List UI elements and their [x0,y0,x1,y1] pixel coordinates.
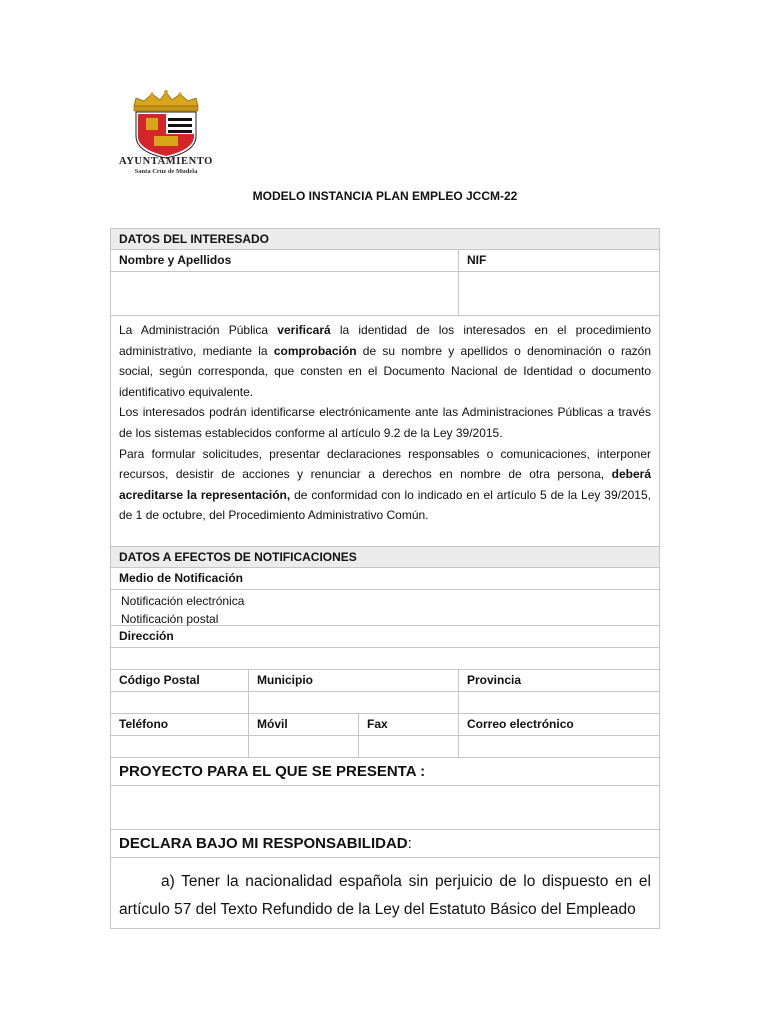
provincia-label: Provincia [467,673,522,687]
declara-item-a: a) Tener la nacionalidad española sin perjuicio de lo dispuesto en el artículo 57 del Texto Refundido de la Ley del Estatuto Básico del Empleado [119,873,651,918]
interesado-label-row [111,250,659,272]
email-label: Correo electrónico [467,717,574,731]
cp-field[interactable] [111,692,249,713]
nif-field[interactable] [459,272,659,315]
paragraph-identificacion: Los interesados podrán identificarse electrónicamente ante las Administraciones Públicas a través de los sistemas establecidos conforme al artículo 9.2 de la Ley 39/2015. [119,405,651,440]
proyecto-field-row[interactable] [111,786,659,830]
paragraph-verificacion: La Administración Pública verificará la identidad de los interesados en el procedimiento administrativo, mediante la comprobación de su nombre y apellidos o denominación o razón social, según corresponda, que consten en el Documento Nacional de Identidad o documento identificativo equivalente. [119,323,651,399]
direccion-label: Dirección [119,629,174,643]
telefono-field-row [111,736,659,758]
logo-title: AYUNTAMIENTO [119,156,213,167]
interesado-input-row [111,272,659,316]
shield-icon [136,112,196,158]
cp-label: Código Postal [111,670,249,691]
municipio-field[interactable] [249,692,459,713]
proyecto-label: PROYECTO PARA EL QUE SE PRESENTA : [119,763,426,780]
interesado-header: DATOS DEL INTERESADO [111,229,659,250]
direccion-field[interactable] [111,648,659,669]
telefono-field[interactable] [111,736,249,757]
nombre-label: Nombre y Apellidos [111,250,459,271]
notificaciones-header: DATOS A EFECTOS DE NOTIFICACIONES [111,547,659,568]
telefono-label: Teléfono [111,714,249,735]
direccion-field-row [111,648,659,670]
proyecto-label-row [111,758,659,786]
fax-label: Fax [359,714,459,735]
declara-item-row [111,858,659,928]
direccion-label-row [111,626,659,648]
option-postal[interactable]: Notificación postal [121,612,219,626]
interesado-legal-text [111,316,659,546]
declara-heading: DECLARA BAJO MI RESPONSABILIDAD: [119,835,412,852]
email-field[interactable] [459,736,659,757]
option-electronica[interactable]: Notificación electrónica [121,594,245,608]
medio-options-row [111,590,659,626]
logo-subtitle: Santa Cruz de Mudela [134,168,198,175]
crown-icon [134,90,198,111]
nombre-field[interactable] [111,272,459,315]
paragraph-representacion: Para formular solicitudes, presentar declaraciones responsables o comunicaciones, interponer recursos, desistir de acciones y renunciar a derechos en nombre de otra persona, deberá acreditarse la representación, de conformidad con lo indicado en el artículo 5 de la Ley 39/2015, de 1 de octubre, del Procedimiento Administrativo Común. [119,446,651,523]
provincia-field[interactable] [459,692,659,713]
fax-field[interactable] [359,736,459,757]
document-title: MODELO INSTANCIA PLAN EMPLEO JCCM-22 [252,189,518,203]
movil-label: Móvil [249,714,359,735]
notificaciones-section [110,546,660,929]
declara-heading-row [111,830,659,858]
medio-label: Medio de Notificación [119,571,244,585]
nif-label: NIF [467,253,487,267]
cp-field-row [111,692,659,714]
movil-field[interactable] [249,736,359,757]
telefono-label-row [111,714,659,736]
interesado-section [110,228,660,547]
cp-label-row [111,670,659,692]
municipio-label: Municipio [249,670,459,691]
medio-label-row [111,568,659,590]
